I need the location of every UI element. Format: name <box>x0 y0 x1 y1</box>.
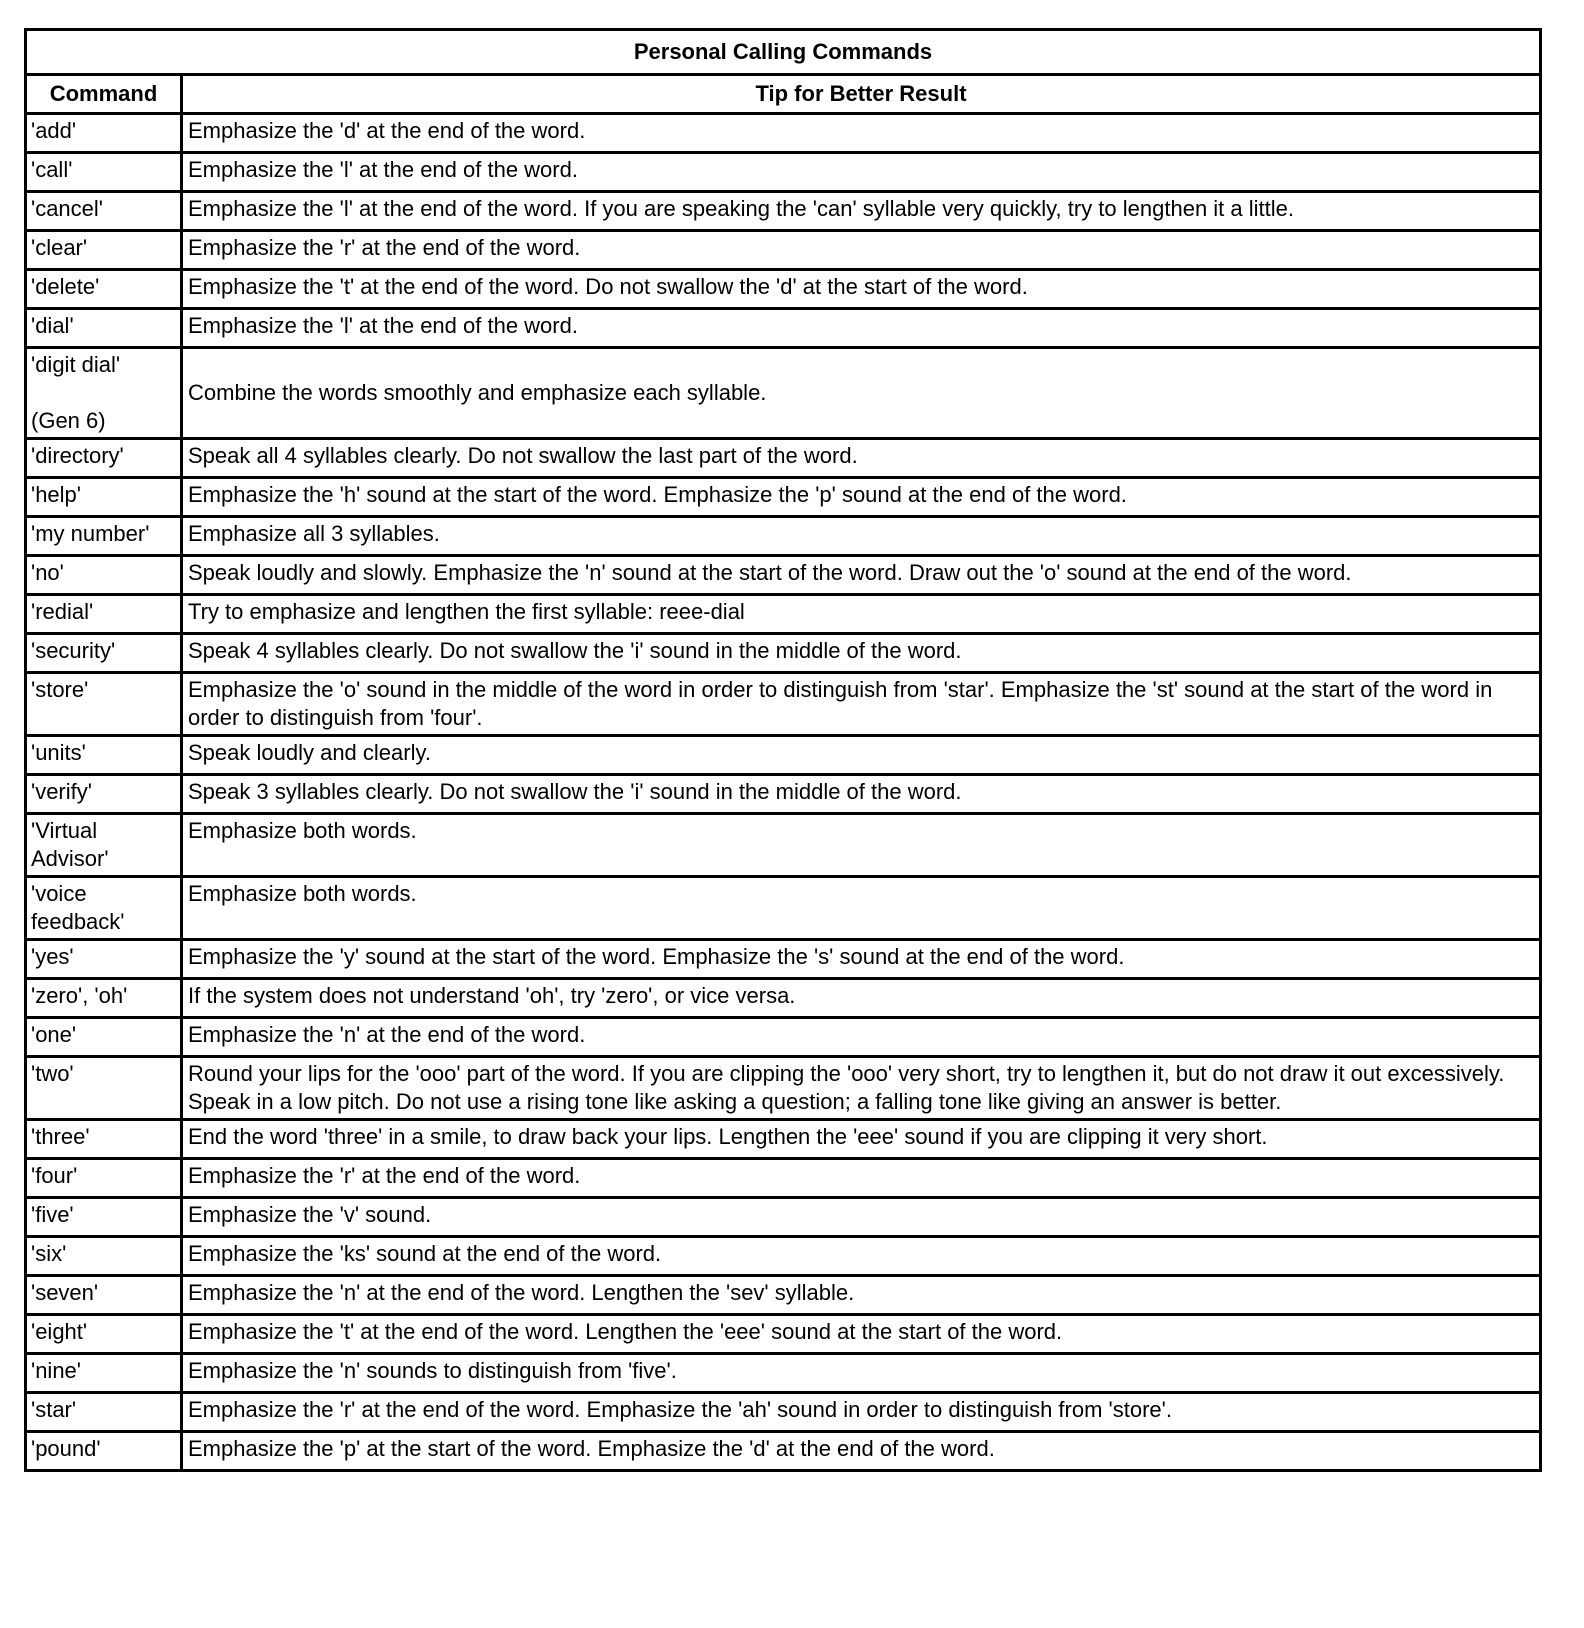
tip-cell: Emphasize the 'r' at the end of the word. Emphasize the 'ah' sound in order to distinguish from 'store'. <box>182 1393 1541 1432</box>
tip-cell: Speak loudly and clearly. <box>182 736 1541 775</box>
tip-cell: Emphasize the 't' at the end of the word. Lengthen the 'eee' sound at the start of the word. <box>182 1315 1541 1354</box>
command-cell <box>26 517 182 556</box>
table-row <box>26 1237 1541 1276</box>
command-cell <box>26 1315 182 1354</box>
table-row <box>26 814 1541 877</box>
command-text: 'zero', 'oh' <box>31 983 128 1008</box>
command-cell <box>26 114 182 153</box>
commands-table <box>24 28 1542 1472</box>
table-row <box>26 1432 1541 1471</box>
table-row <box>26 309 1541 348</box>
command-text: 'two' <box>31 1061 74 1086</box>
command-text: 'four' <box>31 1163 78 1188</box>
command-cell <box>26 1120 182 1159</box>
command-text: 'dial' <box>31 313 74 338</box>
command-text: 'help' <box>31 482 81 507</box>
tip-cell: Emphasize the 'n' sounds to distinguish from 'five'. <box>182 1354 1541 1393</box>
command-text: 'seven' <box>31 1280 99 1305</box>
table-row <box>26 556 1541 595</box>
table-row <box>26 153 1541 192</box>
command-cell <box>26 309 182 348</box>
command-cell <box>26 634 182 673</box>
table-row <box>26 1393 1541 1432</box>
command-text: 'security' <box>31 638 116 663</box>
tip-cell: Emphasize the 'l' at the end of the word. <box>182 153 1541 192</box>
table-title-row <box>26 30 1541 75</box>
command-text: 'redial' <box>31 599 94 624</box>
table-row <box>26 192 1541 231</box>
command-text: 'cancel' <box>31 196 103 221</box>
command-text: 'one' <box>31 1022 77 1047</box>
table-row <box>26 979 1541 1018</box>
table-row <box>26 595 1541 634</box>
tip-cell: Emphasize both words. <box>182 814 1541 877</box>
tip-cell: Speak 4 syllables clearly. Do not swallow the 'i' sound in the middle of the word. <box>182 634 1541 673</box>
command-text: 'six' <box>31 1241 67 1266</box>
command-cell <box>26 1276 182 1315</box>
command-cell <box>26 270 182 309</box>
command-cell <box>26 348 182 439</box>
tip-cell: Emphasize the 'r' at the end of the word. <box>182 231 1541 270</box>
command-cell <box>26 231 182 270</box>
command-cell <box>26 673 182 736</box>
table-row <box>26 517 1541 556</box>
table-row <box>26 1057 1541 1120</box>
tip-cell: Emphasize the 'p' at the start of the word. Emphasize the 'd' at the end of the word. <box>182 1432 1541 1471</box>
table-row <box>26 1018 1541 1057</box>
table-row <box>26 1120 1541 1159</box>
table-row <box>26 114 1541 153</box>
command-cell <box>26 1159 182 1198</box>
tip-cell: Speak 3 syllables clearly. Do not swallow the 'i' sound in the middle of the word. <box>182 775 1541 814</box>
tip-cell: Combine the words smoothly and emphasize each syllable. <box>182 348 1541 439</box>
tip-cell: Try to emphasize and lengthen the first syllable: reee-dial <box>182 595 1541 634</box>
tip-cell: End the word 'three' in a smile, to draw back your lips. Lengthen the 'eee' sound if you are clipping it very short. <box>182 1120 1541 1159</box>
table-row <box>26 1198 1541 1237</box>
table-header-row <box>26 75 1541 114</box>
tip-cell: Emphasize the 'h' sound at the start of the word. Emphasize the 'p' sound at the end of the word. <box>182 478 1541 517</box>
command-cell <box>26 979 182 1018</box>
table-row <box>26 775 1541 814</box>
command-text: 'call' <box>31 157 73 182</box>
table-row <box>26 1159 1541 1198</box>
command-cell <box>26 940 182 979</box>
command-cell <box>26 814 182 877</box>
command-cell <box>26 1237 182 1276</box>
command-text: 'eight' <box>31 1319 88 1344</box>
tip-cell: Emphasize the 'ks' sound at the end of the word. <box>182 1237 1541 1276</box>
command-text: 'three' <box>31 1124 90 1149</box>
command-text: 'nine' <box>31 1358 81 1383</box>
command-cell <box>26 153 182 192</box>
command-text: 'Virtual Advisor' <box>31 818 109 871</box>
table-row <box>26 1315 1541 1354</box>
command-text: 'my number' <box>31 521 150 546</box>
table-row <box>26 877 1541 940</box>
command-text: 'directory' <box>31 443 124 468</box>
command-text: 'five' <box>31 1202 74 1227</box>
tip-cell: Emphasize the 't' at the end of the word. Do not swallow the 'd' at the start of the word. <box>182 270 1541 309</box>
command-cell <box>26 775 182 814</box>
tip-cell: Emphasize the 'v' sound. <box>182 1198 1541 1237</box>
command-text: 'voice feedback' <box>31 881 125 934</box>
table-row <box>26 270 1541 309</box>
command-cell <box>26 478 182 517</box>
command-text: 'store' <box>31 677 89 702</box>
table-row <box>26 1354 1541 1393</box>
command-text: 'add' <box>31 118 77 143</box>
tip-cell: Emphasize both words. <box>182 877 1541 940</box>
command-cell <box>26 1354 182 1393</box>
command-cell <box>26 439 182 478</box>
column-header-command: Command <box>26 75 182 114</box>
command-cell <box>26 736 182 775</box>
table-row <box>26 478 1541 517</box>
tip-cell: Emphasize the 'r' at the end of the word. <box>182 1159 1541 1198</box>
tip-cell: Emphasize the 'n' at the end of the word. <box>182 1018 1541 1057</box>
tip-cell: Emphasize the 'l' at the end of the word. If you are speaking the 'can' syllable very quickly, try to lengthen it a little. <box>182 192 1541 231</box>
tip-cell: Emphasize the 'd' at the end of the word. <box>182 114 1541 153</box>
command-text: 'units' <box>31 740 86 765</box>
command-text: 'pound' <box>31 1436 101 1461</box>
spacer <box>31 379 175 407</box>
table-row <box>26 231 1541 270</box>
table-row <box>26 940 1541 979</box>
tip-cell: If the system does not understand 'oh', try 'zero', or vice versa. <box>182 979 1541 1018</box>
tip-cell: Emphasize all 3 syllables. <box>182 517 1541 556</box>
table-row <box>26 736 1541 775</box>
command-cell <box>26 1018 182 1057</box>
command-cell <box>26 1057 182 1120</box>
command-note: (Gen 6) <box>31 408 106 433</box>
tip-cell: Round your lips for the 'ooo' part of the word. If you are clipping the 'ooo' very short, try to lengthen it, but do not draw it out excessively. Speak in a low pitch. Do not use a rising tone like asking a question; a falling tone like giving an answer is better. <box>182 1057 1541 1120</box>
tip-cell: Emphasize the 'l' at the end of the word. <box>182 309 1541 348</box>
command-text: 'delete' <box>31 274 100 299</box>
command-cell <box>26 556 182 595</box>
table-row <box>26 1276 1541 1315</box>
command-text: 'yes' <box>31 944 74 969</box>
table-title: Personal Calling Commands <box>26 30 1541 75</box>
command-cell <box>26 1432 182 1471</box>
command-text: 'no' <box>31 560 64 585</box>
command-cell <box>26 1198 182 1237</box>
command-cell <box>26 595 182 634</box>
tip-cell: Emphasize the 'o' sound in the middle of the word in order to distinguish from 'star'. Emphasize the 'st' sound at the start of the word in order to distinguish from 'four'. <box>182 673 1541 736</box>
command-cell <box>26 192 182 231</box>
tip-cell: Speak all 4 syllables clearly. Do not swallow the last part of the word. <box>182 439 1541 478</box>
command-cell <box>26 1393 182 1432</box>
command-text: 'verify' <box>31 779 92 804</box>
tip-cell: Emphasize the 'n' at the end of the word. Lengthen the 'sev' syllable. <box>182 1276 1541 1315</box>
table-row <box>26 673 1541 736</box>
column-header-tip: Tip for Better Result <box>182 75 1541 114</box>
command-text: 'star' <box>31 1397 77 1422</box>
tip-cell: Speak loudly and slowly. Emphasize the 'n' sound at the start of the word. Draw out the 'o' sound at the end of the word. <box>182 556 1541 595</box>
command-cell <box>26 877 182 940</box>
table-row <box>26 439 1541 478</box>
table-row <box>26 634 1541 673</box>
command-text: 'digit dial' <box>31 352 121 377</box>
table-row <box>26 348 1541 439</box>
tip-cell: Emphasize the 'y' sound at the start of the word. Emphasize the 's' sound at the end of the word. <box>182 940 1541 979</box>
table-body <box>26 114 1541 1471</box>
command-text: 'clear' <box>31 235 88 260</box>
